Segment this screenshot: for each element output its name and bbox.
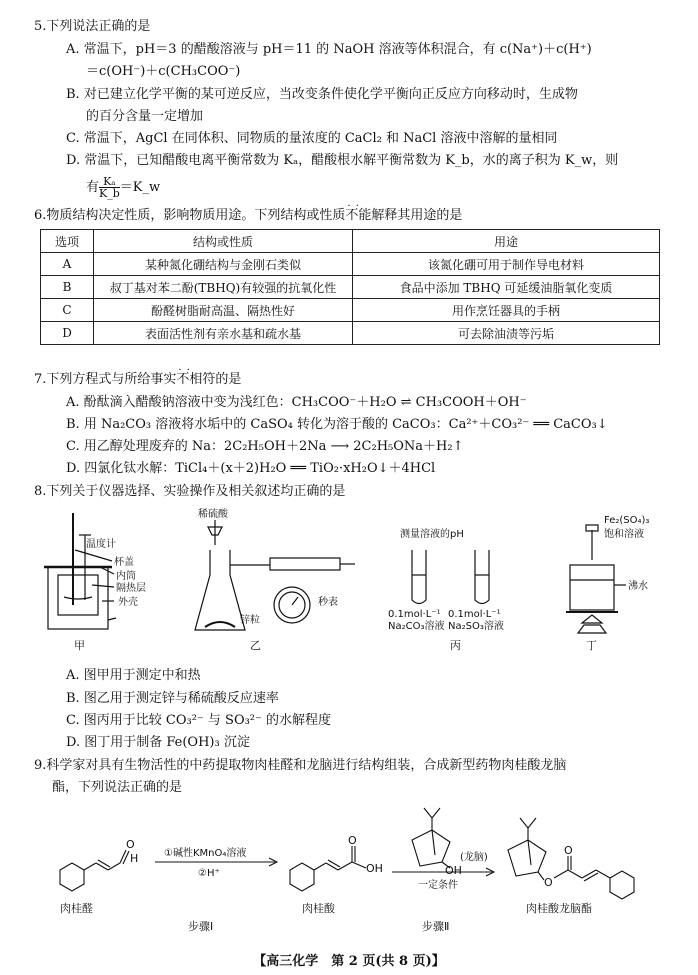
- aldehyde-h-label: H: [130, 852, 139, 865]
- tube2-solution: Na₂SO₃溶液: [448, 621, 504, 632]
- fraction-denominator: K_b: [99, 187, 120, 200]
- q9-stem-line1: 9.科学家对具有生物活性的中药提取物肉桂醛和龙脑进行结构组装，合成新型药物肉桂酸龙脑: [34, 758, 567, 773]
- step-1-label: 步骤Ⅰ: [188, 920, 214, 933]
- q5-option-a-line2: ＝c(OH⁻)＋c(CH₃COO⁻): [86, 64, 241, 79]
- q7-option-a: A. 酚酞滴入醋酸钠溶液中变为浅红色：CH₃COO⁻＋H₂O ⇌ CH₃COOH＋OH⁻: [66, 395, 527, 410]
- table-row: [41, 299, 660, 322]
- q8-option-a: A. 图甲用于测定中和热: [66, 668, 201, 683]
- q5-option-c: C. 常温下，AgCl 在同体积、同物质的量浓度的 CaCl₂ 和 NaCl 溶液中溶解的量相同: [66, 131, 558, 146]
- q5-d-suffix: ＝K_w: [119, 180, 161, 195]
- table-row: [41, 276, 660, 299]
- label-boiling-water: 沸水: [628, 581, 648, 592]
- table-header-row: [41, 230, 660, 253]
- borneol-structure: [412, 808, 450, 868]
- ester-o-label: O: [544, 876, 553, 889]
- q9-stem-line2: 酯，下列说法正确的是: [52, 780, 183, 795]
- q8-option-c: C. 图丙用于比较 CO₃²⁻ 与 SO₃²⁻ 的水解程度: [66, 713, 332, 728]
- q5-option-b-line2: 的百分含量一定增加: [86, 109, 204, 124]
- aldehyde-o-label: O: [126, 838, 135, 851]
- borneol-oh-label: OH: [445, 864, 462, 877]
- acid-oh-label: OH: [366, 862, 383, 875]
- header-structure: 结构或性质: [94, 230, 353, 253]
- q7-emphasis: 不相符 · ·: [176, 372, 215, 387]
- label-ferric-sulfate: Fe₂(SO₄)₃: [604, 515, 650, 526]
- ester-carbonyl-o-label: O: [564, 844, 573, 857]
- label-saturated-solution: 饱和溶液: [604, 529, 644, 540]
- q5-option-a-line1: A. 常温下，pH＝3 的醋酸溶液与 pH＝11 的 NaOH 溶液等体积混合，有 c(Na⁺)＋c(H⁺): [66, 42, 592, 57]
- cinnamic-acid-structure: [290, 846, 366, 891]
- reagent-1: ①碱性KMnO₄溶液: [164, 848, 247, 859]
- acid-o-label: O: [348, 834, 357, 847]
- tube2-concentration: 0.1mol·L⁻¹: [448, 609, 501, 620]
- label-measure-ph: 测量溶液的pH: [400, 529, 464, 540]
- row-structure: 叔丁基对苯二酚(TBHQ)有较强的抗氧化性: [94, 276, 353, 299]
- q5-stem: 5.下列说法正确的是: [34, 19, 151, 34]
- label-stopwatch: 秒表: [318, 597, 338, 608]
- q7-stem-text: 7.下列方程式与所给事实: [34, 372, 177, 387]
- table-row: [41, 322, 660, 345]
- q8-stem: 8.下列关于仪器选择、实验操作及相关叙述均正确的是: [34, 484, 346, 499]
- heating-beaker-diagram: [566, 525, 626, 633]
- q9-reaction-scheme: [40, 800, 670, 935]
- label-lid: 杯盖: [114, 557, 134, 568]
- row-label: A: [41, 253, 94, 276]
- label-dilute-acid: 稀硫酸: [198, 509, 228, 520]
- row-use: 食品中添加 TBHQ 可延缓油脂氧化变质: [353, 276, 660, 299]
- q5-d-prefix: 有: [86, 180, 100, 195]
- cinnamic-acid-name: 肉桂酸: [302, 902, 335, 915]
- q7-option-d: D. 四氯化钛水解：TiCl₄＋(x＋2)H₂O ══ TiO₂·xH₂O↓＋4HCl: [66, 461, 436, 476]
- figure-bing-caption: 丙: [450, 639, 461, 652]
- tube1-concentration: 0.1mol·L⁻¹: [388, 609, 441, 620]
- row-structure: 某种氮化硼结构与金刚石类似: [94, 253, 353, 276]
- row-label: D: [41, 322, 94, 345]
- q6-stem: [34, 208, 462, 224]
- row-use: 该氮化硼可用于制作导电材料: [353, 253, 660, 276]
- q7-stem-end: 的是: [215, 372, 242, 387]
- label-outer-shell: 外壳: [118, 597, 138, 608]
- figure-yi-caption: 乙: [250, 639, 261, 652]
- q5-option-d-line1: D. 常温下，已知醋酸电离平衡常数为 Kₐ，醋酸根水解平衡常数为 K_b，水的离子积为 K_w，则: [66, 153, 619, 168]
- test-tubes-diagram: [412, 550, 489, 604]
- ester-product-structure: [508, 818, 634, 899]
- row-label: B: [41, 276, 94, 299]
- q8-option-b: B. 图乙用于测定锌与稀硫酸反应速率: [66, 691, 279, 706]
- table-row: [41, 253, 660, 276]
- gas-flask-diagram: [195, 520, 355, 630]
- tube1-solution: Na₂CO₃溶液: [388, 621, 445, 632]
- step2-condition: 一定条件: [418, 880, 458, 891]
- q7-stem: [34, 372, 241, 388]
- label-inner-cup: 内筒: [116, 571, 136, 582]
- step-2-label: 步骤Ⅱ: [422, 920, 450, 933]
- figure-jia-caption: 甲: [74, 639, 85, 652]
- ka-over-kb-fraction: [99, 176, 120, 199]
- q5-option-b-line1: B. 对已建立化学平衡的某可逆反应，当改变条件使化学平衡向正反应方向移动时，生成物: [66, 87, 578, 102]
- calorimeter-diagram: [44, 513, 116, 629]
- row-use: 用作烹饪器具的手柄: [353, 299, 660, 322]
- header-option: 选项: [41, 230, 94, 253]
- reagent-2: ②H⁺: [198, 868, 220, 879]
- row-structure: 表面活性剂有亲水基和疏水基: [94, 322, 353, 345]
- fraction-numerator: Kₐ: [99, 176, 120, 188]
- ester-product-name: 肉桂酸龙脑酯: [526, 902, 592, 915]
- header-use: 用途: [353, 230, 660, 253]
- q6-emphasis: 不能 · ·: [345, 208, 371, 223]
- q8-apparatus-figure: [30, 505, 670, 655]
- q8-option-d: D. 图丁用于制备 Fe(OH)₃ 沉淀: [66, 735, 250, 750]
- row-label: C: [41, 299, 94, 322]
- q7-option-c: C. 用乙醇处理废弃的 Na：2C₂H₅OH＋2Na ⟶ 2C₂H₅ONa＋H₂↑: [66, 439, 464, 454]
- figure-ding-caption: 丁: [586, 639, 597, 652]
- q6-stem-end: 解释其用途的是: [371, 208, 463, 223]
- cinnamaldehyde-name: 肉桂醛: [60, 902, 93, 915]
- row-structure: 酚醛树脂耐高温、隔热性好: [94, 299, 353, 322]
- label-zinc: 锌粒: [240, 615, 260, 626]
- q5-option-d-line2: [86, 175, 160, 201]
- borneol-label: (龙脑): [460, 852, 488, 863]
- cinnamaldehyde-structure: [60, 850, 129, 891]
- q6-stem-text: 6.物质结构决定性质，影响物质用途。下列结构或性质: [34, 208, 346, 223]
- label-thermometer: 温度计: [86, 539, 116, 550]
- row-use: 可去除油渍等污垢: [353, 322, 660, 345]
- page-footer: 【高三化学 第 2 页(共 8 页)】: [253, 954, 445, 969]
- label-insulation: 隔热层: [116, 583, 146, 594]
- q6-table: [40, 229, 660, 345]
- q7-option-b: B. 用 Na₂CO₃ 溶液将水垢中的 CaSO₄ 转化为溶于酸的 CaCO₃：Ca²⁺＋CO₃²⁻ ══ CaCO₃↓: [66, 417, 608, 432]
